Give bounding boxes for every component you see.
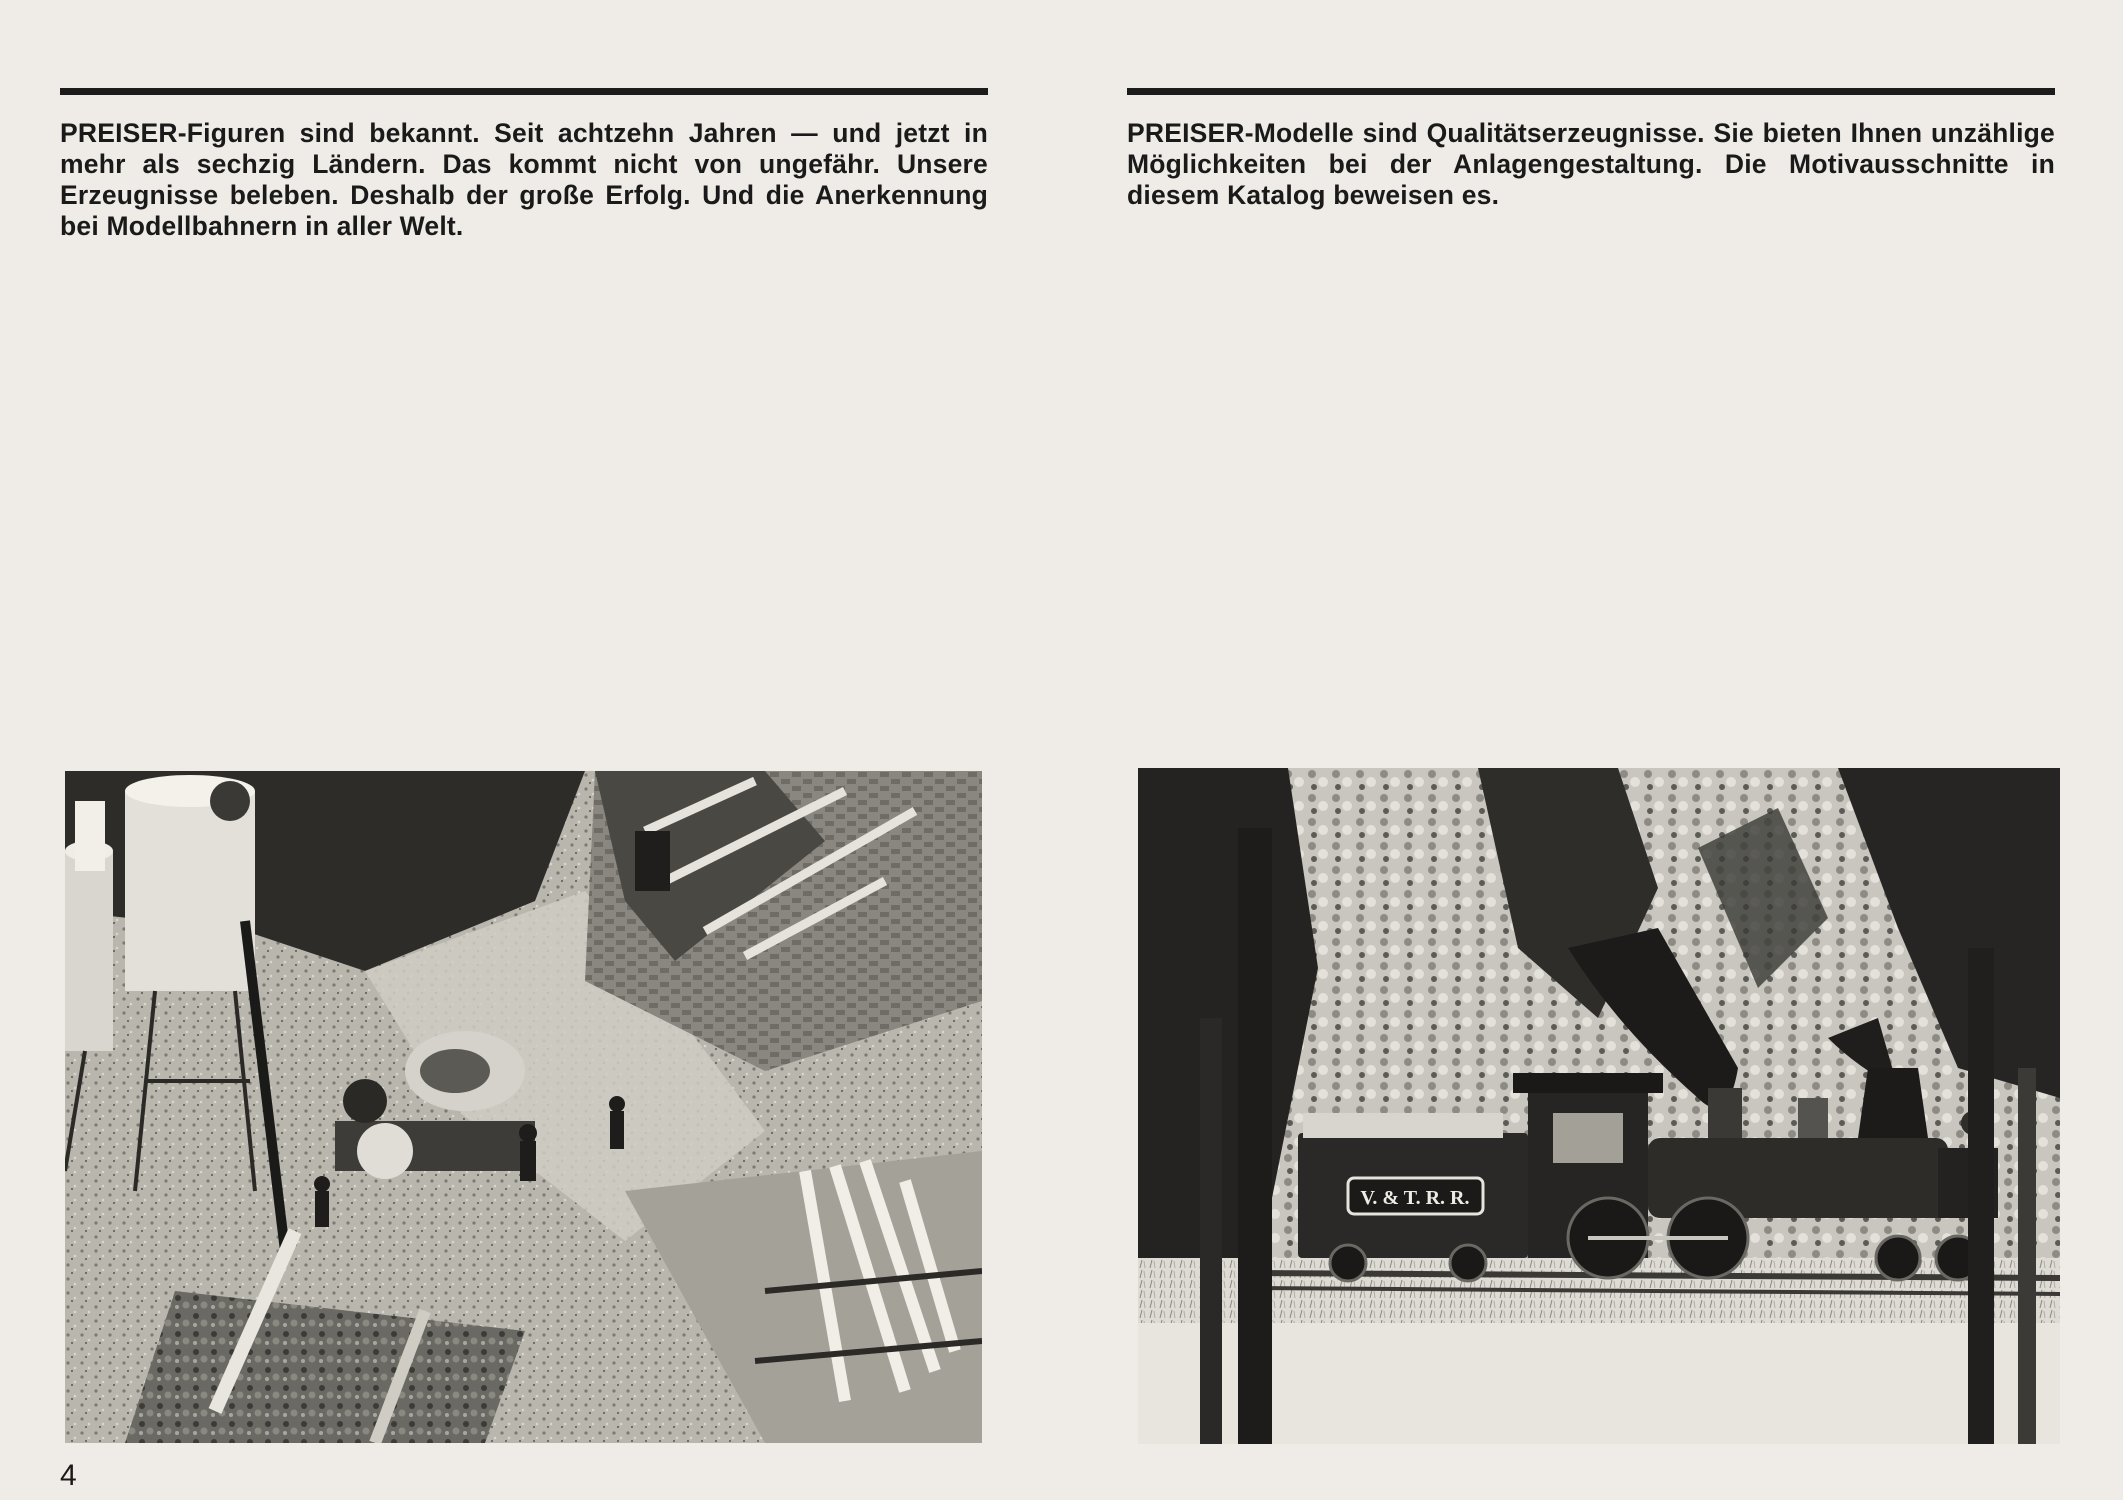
right-intro-paragraph: PREISER-Modelle sind Qualitätserzeugnisse. Sie bieten Ihnen unzählige Möglichkeiten bei der Anlagengestaltung. Die Motivausschnitte in diesem Katalog beweisen es. [1127,118,2055,210]
locomotive-plate: V. & T. R. R. [1360,1187,1470,1209]
construction-site-photo [65,771,982,1443]
left-intro-paragraph: PREISER-Figuren sind bekannt. Seit achtzehn Jahren — und jetzt in mehr als sechzig Ländern. Das kommt nicht von ungefähr. Unsere Erzeugnisse beleben. Deshalb der große Erfolg. Und die Anerkennung bei Modellbahnern in aller Welt. [60,118,988,241]
left-column-rule [60,88,988,95]
right-column-rule [1127,88,2055,95]
locomotive-photo [1138,768,2060,1444]
page-number: 4 [60,1459,77,1492]
